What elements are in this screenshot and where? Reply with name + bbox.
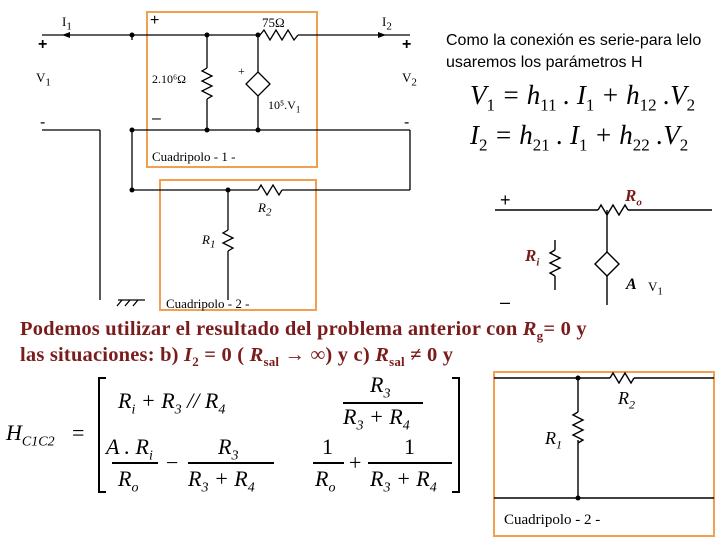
matrix-a22-num2: 1 [404,434,415,459]
matrix-lhs: $H_{C1C2}$ [6,420,55,450]
minus-bottom-label: – [152,110,161,127]
r2-label: $R_2$ [258,200,272,219]
ro-label: $R_o$ [625,186,642,209]
plus-right-label: + [402,36,412,53]
v2-label: $V_2$ [402,70,417,89]
r-series-label: 75Ω [262,15,285,30]
matrix-a21b-den: $R_3 + R_4$ [188,466,255,496]
matrix-a22-den2: $R_3 + R_4$ [370,466,437,496]
minus-right-label: - [404,114,410,131]
amp-plus-label: + [500,190,511,210]
matrix-a22-den1: $R_o$ [315,466,336,496]
equation-i2: $I_2 = h_{21}$ . $I_1 + h_{22}$ $.V_2$ [470,120,689,155]
statement-line-2: las situaciones: b) $I_2 = 0$ ( $R_{sal}$ → ∞) y c) $R_{sal} \ne 0$ y [20,344,454,370]
i2-label: $I_2$ [382,14,392,33]
matrix-a21-num: A . $R_i$ [106,434,153,464]
plus-left-label: + [38,36,48,53]
gain-label: A [626,276,637,293]
description-text: Como la conexión es serie-para lelo usaremos los parámetros H [446,32,702,71]
matrix-a12-num: $R_3$ [370,372,391,402]
r2-large-label: $R_2$ [618,388,635,412]
matrix-equals: = [72,420,85,445]
matrix-a12-den: $R_3 + R_4$ [343,404,410,434]
matrix-a22-num1: 1 [322,434,333,459]
ri-label: $R_i$ [525,246,540,269]
source-plus-label: + [238,64,245,78]
matrix-a11: $R_i + R_3 // R_4$ [118,388,226,418]
amp-v1-label: $V_1$ [648,279,663,298]
amp-minus-label: – [500,292,511,312]
i1-label: $I_1$ [62,14,72,33]
r-input-label: 2.10⁶Ω [152,72,187,86]
matrix-minus: − [166,450,179,475]
quadripole-2-large-caption: Cuadripolo - 2 - [504,512,601,528]
r1-label: $R_1$ [202,232,216,251]
r1-large-label: $R_1$ [545,428,562,452]
equation-v1: $V_1 = h_{11}$ . $I_1 + h_{12}$ $.V_2$ [470,80,696,115]
statement-line-1: Podemos utilizar el resultado del problema anterior con $R_g= 0$ y [20,318,587,344]
matrix-a21b-num: $R_3$ [218,434,239,464]
source-label: $10^5.V_1$ [268,98,301,115]
v1-label: $V_1$ [36,70,51,89]
matrix-plus: + [349,450,362,475]
quadripole-1-caption: Cuadripolo - 1 - [152,149,236,164]
matrix-a21-den: $R_o$ [118,466,139,496]
plus-top-label: + [150,12,160,29]
quadripole-2-caption: Cuadripolo - 2 - [166,296,250,311]
minus-left-label: - [40,114,46,131]
